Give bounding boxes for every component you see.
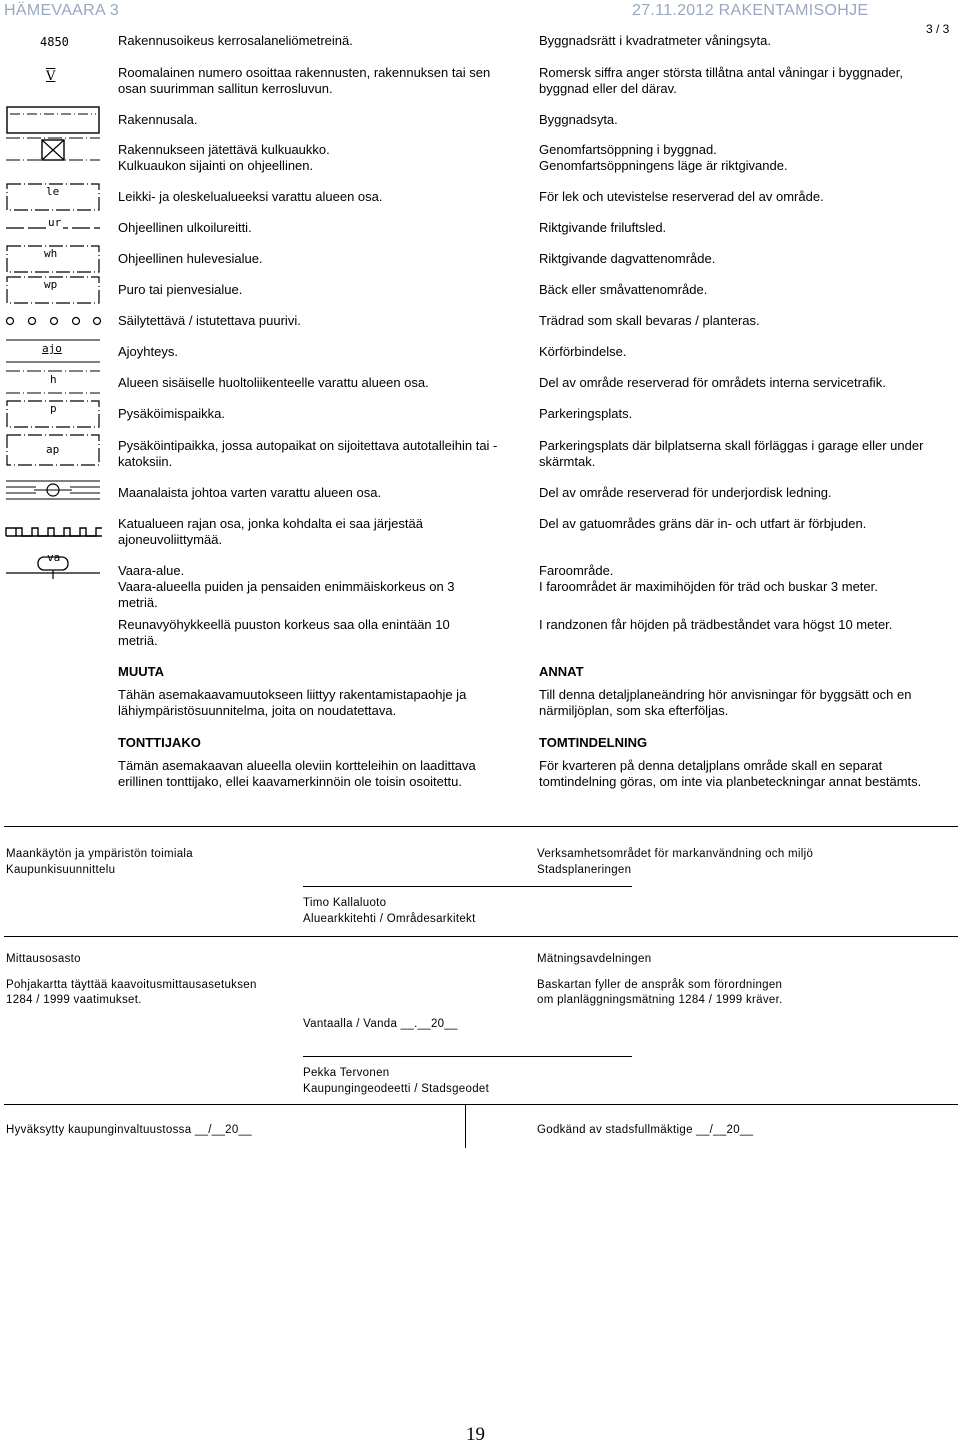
legend-fi-text: Maanalaista johtoa varten varattu alueen osa. [118,485,382,500]
legend-fi-text: Ohjeellinen ulkoilureitti. [118,220,252,235]
trail-code: ur [48,216,62,229]
section-title-fi: TONTTIJAKO [118,735,201,750]
page-number: 19 [466,1424,485,1444]
header-project-title: HÄMEVAARA 3 [4,2,120,19]
play-area-symbol [6,183,100,207]
legend-fi-text: Leikki- ja oleskelualueeksi varattu alueen osa. [118,189,383,204]
utility-corridor-icon [6,479,100,503]
legend-sv-text: Riktgivande dagvattenområde. [539,251,716,266]
section-title-fi: MUUTA [118,664,164,679]
legend-sv-text: Romersk siffra anger största tillåtna antal våningar i byggnader, byggnad eller del därav. [539,65,903,96]
legend-sv-text: Del av gatuområdes gräns där in- och utfart är förbjuden. [539,516,867,531]
legend-fi-text: Roomalainen numero osoittaa rakennusten, rakennuksen tai sen osan suurimman sallitun kerrosluvun. [118,65,491,96]
section-body-fi: Tähän asemakaavamuutokseen liittyy rakentamistapaohje ja lähiympäristösuunnitelma, joita on noudatettava. [118,687,467,718]
legend-sv-text: Riktgivande friluftsled. [539,220,667,235]
legend-fi-text: Pysäköintipaikka, jossa autopaikat on sijoitettava autotalleihin tai -katoksiin. [118,438,498,469]
passage-icon [6,136,100,166]
signer-2-name: Pekka Tervonen [303,1067,390,1079]
legend-fi-text: Ajoyhteys. [118,344,178,359]
driveway-code: ajo [42,342,62,355]
service-area-code: h [50,373,57,386]
legend-fi-text: Ohjeellinen hulevesialue. [118,251,263,266]
parking-symbol [6,400,100,424]
legend-fi-text: Vaara-alue. Vaara-alueella puiden ja pensaiden enimmäiskorkeus on 3 metriä. [118,563,455,610]
place-date: Vantaalla / Vanda __.__20__ [303,1018,458,1030]
section-body-sv: För kvarteren på denna detaljplans område skall en separat tomtindelning göras, om inte via planbeteckningar annat bestämts. [539,758,922,789]
legend-sv-text: Parkeringsplats. [539,406,633,421]
legend-fi-text: Puro tai pienvesialue. [118,282,243,297]
building-area-icon [6,106,100,134]
section-title-sv: ANNAT [539,664,584,679]
legend-fi-text: Säilytettävä / istutettava puurivi. [118,313,301,328]
legend-fi-text: Pysäköimispaikka. [118,406,225,421]
legend-fi-text: Rakennusala. [118,112,198,127]
org-sv-line1: Verksamhetsområdet för markanvändning och miljö [537,848,814,860]
base-map-fi-line1: Pohjakartta täyttää kaavoitusmittausasetuksen [6,979,257,991]
approval-fi: Hyväksytty kaupunginvaltuustossa __/__20__ [6,1124,252,1136]
legend-fi-text: Katualueen rajan osa, jonka kohdalta ei saa järjestää ajoneuvoliittymää. [118,516,423,547]
symbol-floor-area: 4850 [40,35,69,49]
signer-2-title: Kaupungingeodeetti / Stadsgeodet [303,1083,490,1095]
signer-1-title: Aluearkkitehti / Områdesarkitekt [303,913,476,925]
service-area-symbol [6,369,100,393]
legend-sv-text: Trädrad som skall bevaras / planteras. [539,313,760,328]
legend-sv-text: Genomfartsöppning i byggnad. Genomfartsöppningens läge är riktgivande. [539,142,788,173]
legend-sv-text: För lek och utevistelse reserverad del av område. [539,189,824,204]
legend-sv-text: I randzonen får höjden på trädbeståndet vara högst 10 meter. [539,617,893,632]
section-title-sv: TOMTINDELNING [539,735,648,750]
garage-parking-code: ap [46,443,60,456]
base-map-sv-line2: om planläggningsmätning 1284 / 1999 kräver. [537,994,783,1006]
section-body-sv: Till denna detaljplaneändring hör anvisningar för byggsätt och en närmiljöplan, som ska efterföljas. [539,687,912,718]
garage-parking-symbol [6,434,100,466]
legend-fi-text: Rakennusoikeus kerrosalaneliömetreinä. [118,33,353,48]
org-sv-line2: Stadsplaneringen [537,864,632,876]
legend-sv-text: Byggnadsrätt i kvadratmeter våningsyta. [539,33,771,48]
building-area-symbol [6,106,100,130]
no-access-icon [6,520,102,538]
brook-code: wp [44,278,58,291]
driveway-symbol [6,338,100,362]
approval-sv: Godkänd av stadsfullmäktige __/__20__ [537,1124,754,1136]
danger-area-code: va [47,551,61,564]
footer-approval-rule [4,1104,958,1105]
signature-line-1 [303,886,632,887]
stormwater-symbol [6,245,100,269]
signer-1-name: Timo Kallaluoto [303,897,387,909]
passage-symbol [6,136,100,160]
brook-symbol [6,276,100,300]
legend-fi-text: Alueen sisäiselle huoltoliikenteelle varattu alueen osa. [118,375,429,390]
header-document-date: 27.11.2012 RAKENTAMISOHJE [632,2,869,19]
danger-area-symbol [6,551,100,581]
dept-sv: Mätningsavdelningen [537,953,652,965]
page-mark: 3 / 3 [926,22,950,36]
org-fi-line1: Maankäytön ja ympäristön toimiala [6,848,193,860]
trail-symbol [6,216,100,240]
base-map-sv-line1: Baskartan fyller de anspråk som förordningen [537,979,783,991]
legend-fi-text: Rakennukseen jätettävä kulkuaukko. Kulkuaukon sijainti on ohjeellinen. [118,142,330,173]
section-body-fi: Tämän asemakaavan alueella oleviin kortteleihin on laadittava erillinen tonttijako, ellei kaavamerkinnöin ole toisin osoitettu. [118,758,476,789]
legend-sv-text: Faroområde. I faroområdet är maximihöjden för träd och buskar 3 meter. [539,563,878,594]
tree-row-icon [6,313,100,331]
legend-sv-text: Del av område reserverad för områdets interna servicetrafik. [539,375,886,390]
legend-sv-text: Körförbindelse. [539,344,627,359]
tree-row-symbol [6,313,100,337]
stormwater-code: wh [44,247,58,260]
org-fi-line2: Kaupunkisuunnittelu [6,864,116,876]
footer-top-rule [4,826,958,827]
utility-corridor-symbol [6,479,100,503]
legend-sv-text: Byggnadsyta. [539,112,618,127]
no-access-symbol [6,520,100,544]
legend-sv-text: Bäck eller småvattenområde. [539,282,708,297]
footer-approval-divider [465,1104,466,1148]
legend-fi-text: Reunavyöhykkeellä puuston korkeus saa olla enintään 10 metriä. [118,617,450,648]
parking-code: p [50,402,57,415]
legend-sv-text: Parkeringsplats där bilplatserna skall förläggas i garage eller under skärmtak. [539,438,924,469]
legend-sv-text: Del av område reserverad för underjordisk ledning. [539,485,832,500]
signature-line-2 [303,1056,632,1057]
play-area-code: le [46,185,60,198]
footer-mid-rule [4,936,958,937]
roman-numeral-text: V [46,69,56,84]
base-map-fi-line2: 1284 / 1999 vaatimukset. [6,994,142,1006]
dept-fi: Mittausosasto [6,953,81,965]
